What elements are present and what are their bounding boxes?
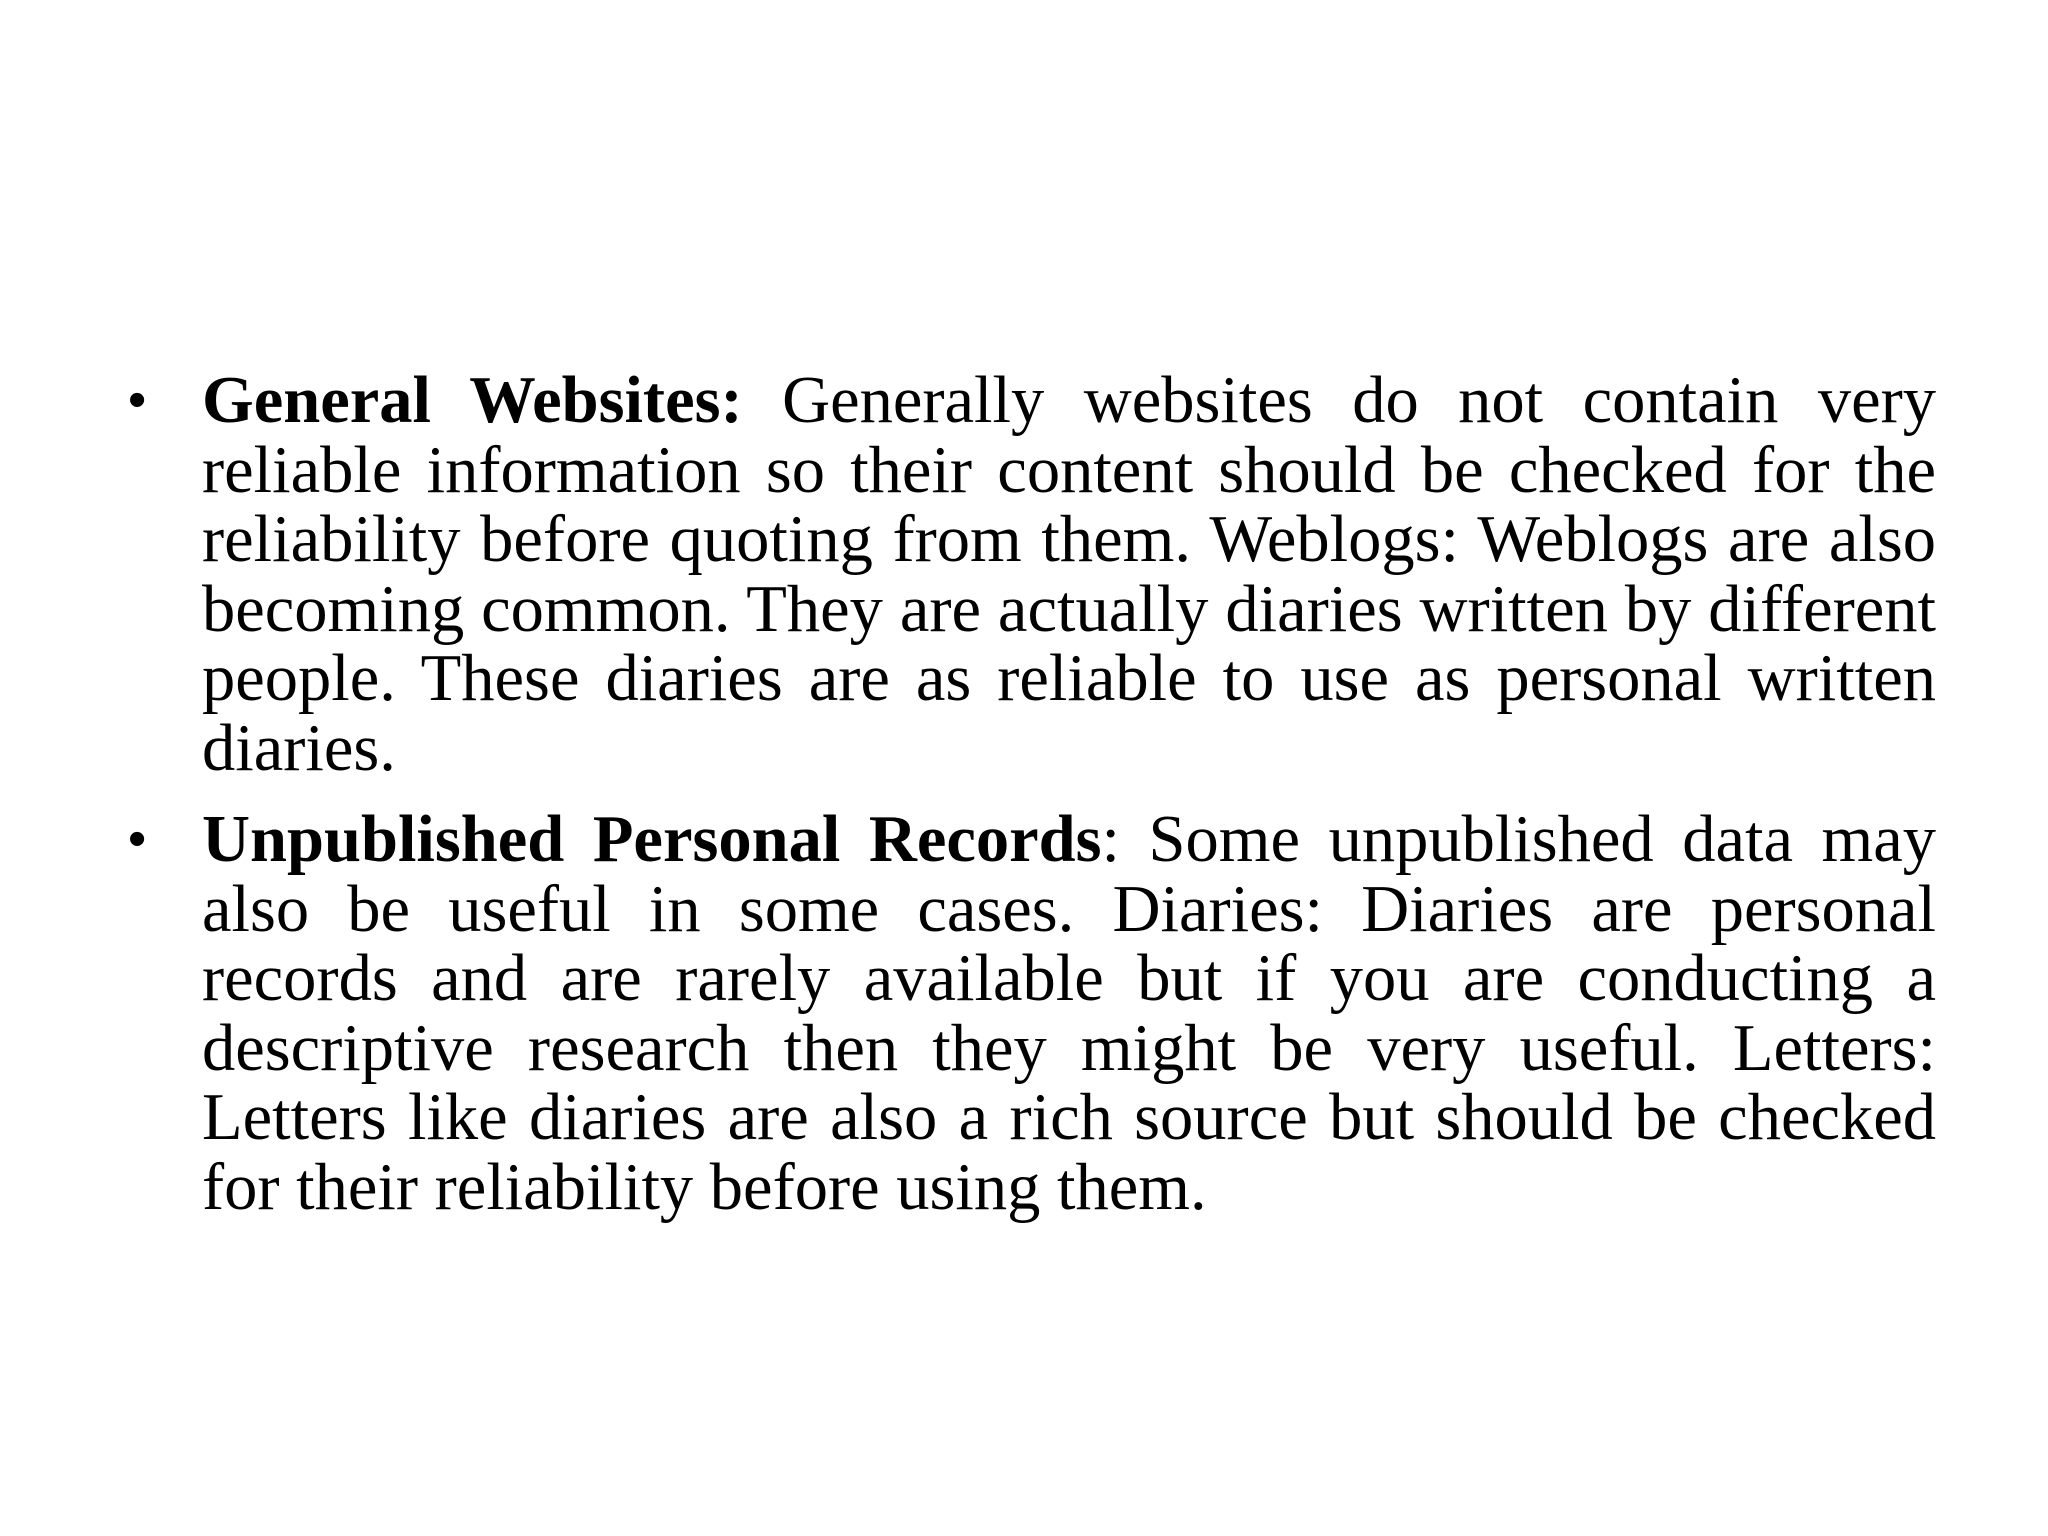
bullet-unpublished-personal-records (128, 805, 1936, 1222)
bullet-marker-icon: • (128, 371, 147, 429)
bullet-term: General Websites: (202, 364, 743, 437)
bullet-marker-icon: • (128, 810, 147, 868)
bullet-text: Generally websites do not contain very reliable information so their content should be checked for the reliability before quoting from them. Weblogs: Weblogs are also becoming common. They are actually diaries written by different people. These diaries are as reliable to use as personal written diaries. (202, 364, 1936, 785)
bullet-general-websites (128, 366, 1936, 783)
bullet-term: Unpublished Personal Records (202, 803, 1102, 876)
bullet-text: Some unpublished data may also be useful in some cases. Diaries: Diaries are personal records and are rarely available but if you are conducting a descriptive research then they might be very useful. Letters: Letters like diaries are also a rich source but should be checked for their reliability before using them. (202, 803, 1936, 1224)
bullet-list (128, 366, 1936, 1244)
bullet-separator: : (1101, 803, 1121, 876)
